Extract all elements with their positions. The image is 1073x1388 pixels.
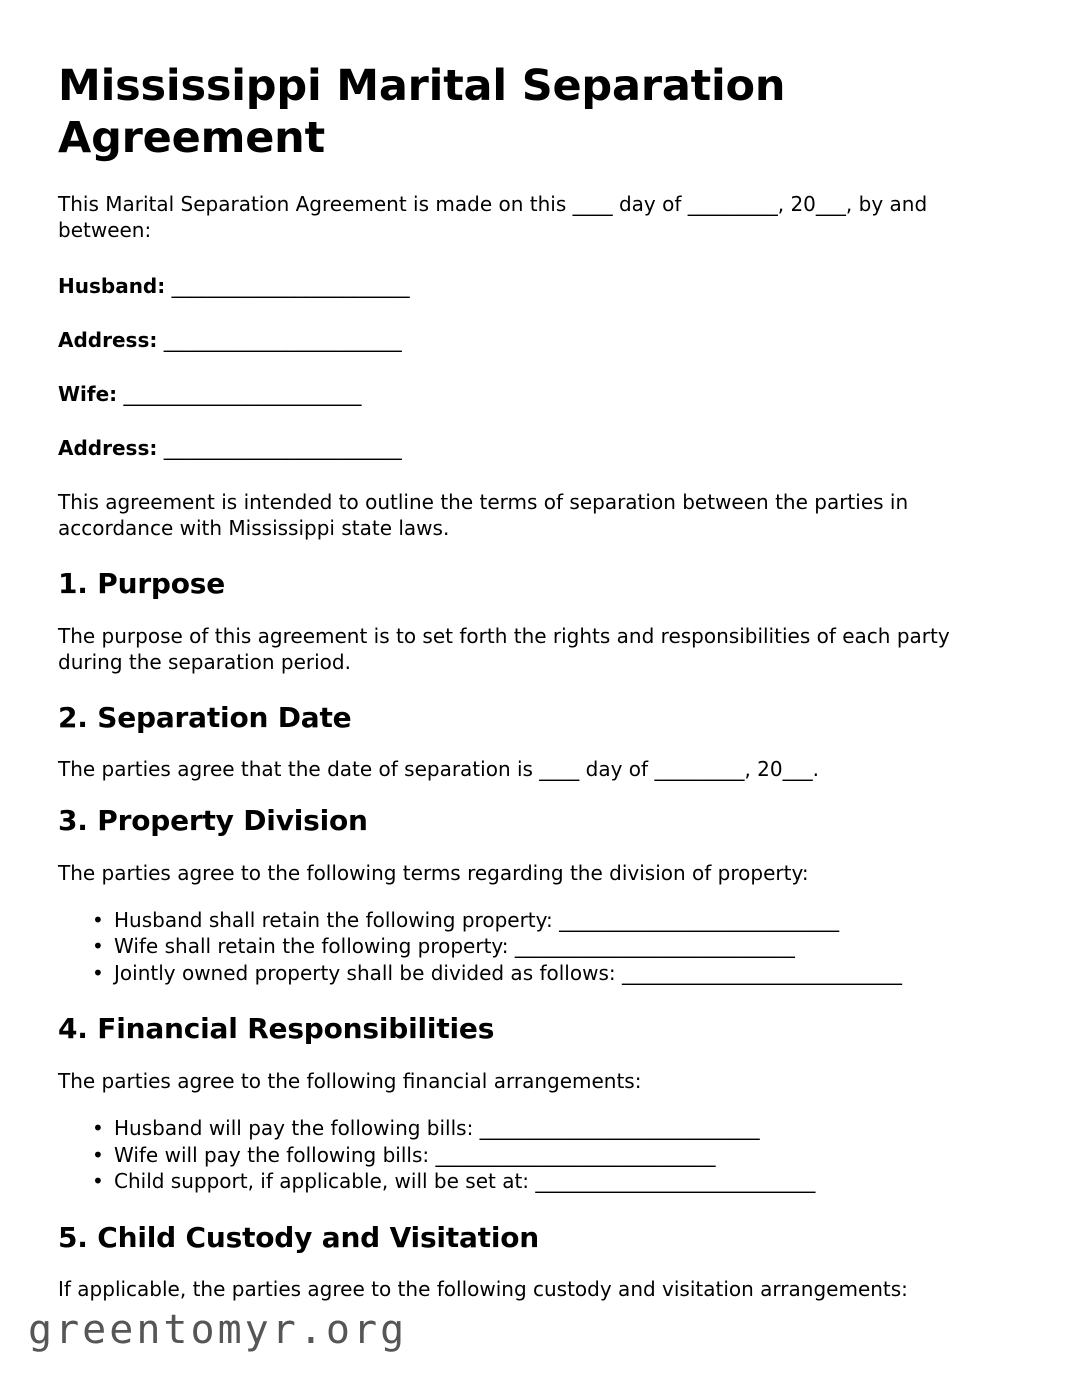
section-heading-purpose: 1. Purpose bbox=[58, 566, 226, 600]
list-item: • Wife will pay the following bills: ____________________________ bbox=[58, 1143, 1001, 1169]
list-item: • Wife shall retain the following property: ____________________________ bbox=[58, 934, 1001, 960]
section-heading-separation-date: 2. Separation Date bbox=[58, 700, 352, 734]
wife-address-label: Address: bbox=[58, 435, 158, 460]
financial-responsibilities-bullet-list bbox=[58, 1116, 1001, 1195]
property-division-bullet-list bbox=[58, 908, 1001, 987]
party-field-wife-address bbox=[58, 435, 1001, 461]
party-field-husband-address bbox=[58, 327, 1001, 353]
section-body-purpose: The purpose of this agreement is to set forth the rights and responsibilities of each party during the separation period. bbox=[58, 623, 950, 674]
party-field-husband bbox=[58, 273, 1001, 299]
list-item: • Jointly owned property shall be divided as follows: ____________________________ bbox=[58, 961, 1001, 987]
husband-address-blank-line[interactable]: _________________________ bbox=[163, 327, 402, 352]
section-body-property-division: The parties agree to the following terms regarding the division of property: bbox=[58, 860, 809, 885]
section-body-child-custody: If applicable, the parties agree to the following custody and visitation arrangements: bbox=[58, 1277, 908, 1302]
wife-blank-line[interactable]: _________________________ bbox=[123, 381, 362, 406]
section-body-financial-responsibilities: The parties agree to the following financial arrangements: bbox=[58, 1069, 642, 1094]
husband-blank-line[interactable]: _________________________ bbox=[171, 273, 410, 298]
husband-address-label: Address: bbox=[58, 327, 158, 352]
intent-paragraph: This agreement is intended to outline the terms of separation between the parties in accordance with Mississippi state laws. bbox=[58, 489, 909, 540]
list-item: • Husband shall retain the following property: ____________________________ bbox=[58, 908, 1001, 934]
husband-label: Husband: bbox=[58, 273, 166, 298]
site-watermark: greentomyr.org bbox=[28, 1307, 408, 1353]
wife-address-blank-line[interactable]: _________________________ bbox=[163, 435, 402, 460]
intro-paragraph: This Marital Separation Agreement is made on this ____ day of _________, 20___, by and between: bbox=[58, 191, 928, 242]
list-item: • Husband will pay the following bills: ____________________________ bbox=[58, 1116, 1001, 1142]
section-heading-financial-responsibilities: 4. Financial Responsibilities bbox=[58, 1012, 495, 1046]
page-title: Mississippi Marital Separation Agreement bbox=[58, 61, 786, 164]
section-body-separation-date: The parties agree that the date of separation is ____ day of _________, 20___. bbox=[58, 757, 819, 782]
wife-label: Wife: bbox=[58, 381, 118, 406]
list-item: • Child support, if applicable, will be set at: ____________________________ bbox=[58, 1169, 1001, 1195]
party-field-wife bbox=[58, 381, 1001, 407]
section-heading-child-custody: 5. Child Custody and Visitation bbox=[58, 1220, 540, 1254]
section-heading-property-division: 3. Property Division bbox=[58, 804, 368, 838]
